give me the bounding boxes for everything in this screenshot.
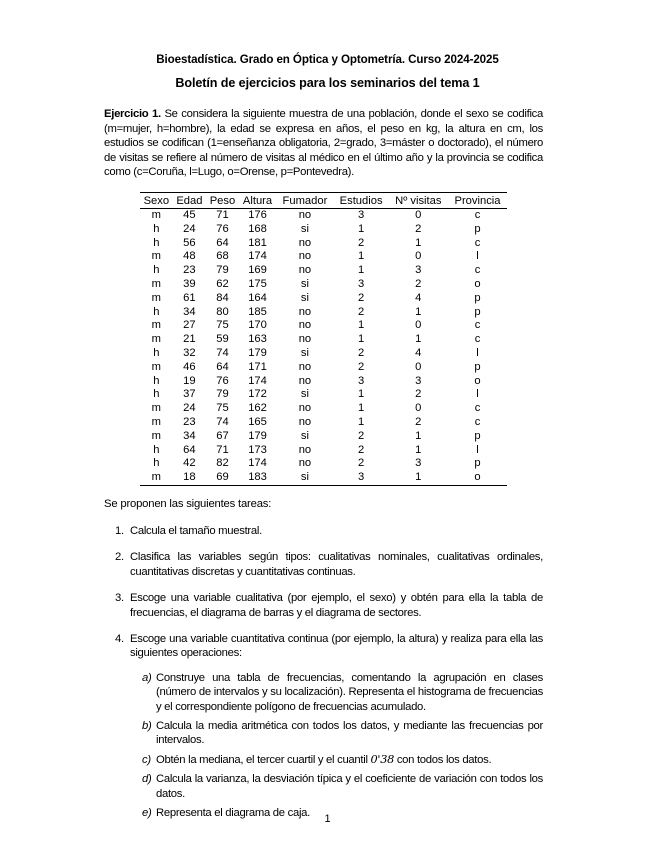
table-cell: 171 — [248, 360, 267, 373]
quantile-value: 0'38 — [370, 752, 394, 766]
table-cell: no — [298, 360, 312, 373]
subtask-text: Representa el diagrama de caja. — [156, 807, 310, 820]
table-cell: 1 — [415, 236, 422, 249]
table-row — [140, 388, 507, 402]
table-cell: l — [476, 250, 479, 263]
table-cell: c — [474, 264, 481, 277]
table-cell: 79 — [216, 264, 229, 277]
table-cell: m — [151, 277, 161, 290]
table-cell: 67 — [216, 429, 229, 442]
table-row — [140, 457, 507, 471]
table-cell: 1 — [415, 429, 422, 442]
subtask-item — [130, 772, 543, 801]
table-cell: 2 — [357, 429, 365, 442]
table-cell: 172 — [248, 388, 267, 401]
subtask-item — [130, 671, 543, 714]
table-cell: 64 — [216, 360, 229, 373]
table-cell: m — [151, 471, 161, 484]
table-cell: 75 — [216, 402, 229, 415]
table-cell: si — [300, 429, 309, 442]
column-header: Edad — [173, 193, 206, 209]
table-row — [140, 471, 507, 485]
task-list — [115, 524, 543, 833]
table-cell: 174 — [248, 250, 267, 263]
table-cell: no — [298, 374, 312, 387]
exercise-text: Se considera la siguiente muestra de una población, donde el sexo se codifica (m=mujer, h=hombre), la edad se expresa en años, el peso en kg, la altura en cm, los estudios se codifican (1=enseñanza obligatoria, 2=grado, 3=máster o doctorado), el número de visitas se refiere al número de visitas al médico en el último año y la provincia se codifica como (c=Coruña, l=Lugo, o=Orense, p=Pontevedra). — [104, 108, 543, 179]
table-cell: 162 — [248, 402, 267, 415]
table-cell: c — [474, 333, 481, 346]
course-title: Bioestadística. Grado en Óptica y Optometría. Curso 2024-2025 — [156, 53, 499, 66]
table-cell: no — [298, 402, 312, 415]
table-row — [140, 333, 507, 347]
table-cell: m — [151, 291, 161, 304]
table-cell: m — [151, 402, 161, 415]
table-row — [140, 223, 507, 237]
table-cell: 64 — [216, 236, 229, 249]
table-cell: 2 — [357, 443, 365, 456]
table-cell: 174 — [248, 374, 267, 387]
task-number: 3. — [115, 592, 124, 605]
subtask-item — [130, 753, 543, 767]
table-cell: 1 — [357, 264, 365, 277]
table-cell: 1 — [415, 333, 422, 346]
table-cell: m — [151, 333, 161, 346]
task-item — [115, 550, 543, 579]
table-cell: 2 — [415, 277, 422, 290]
table-cell: no — [298, 209, 312, 221]
table-cell: h — [153, 374, 160, 387]
table-row — [140, 264, 507, 278]
table-body — [140, 209, 507, 486]
table-cell: 1 — [357, 319, 365, 332]
table-cell: 39 — [183, 277, 196, 290]
table-cell: 3 — [415, 264, 422, 277]
table-cell: 23 — [183, 415, 196, 428]
table-cell: 1 — [357, 250, 365, 263]
subtask-text: Construye una tabla de frecuencias, comentando la agrupación en clases (número de intervalos y su localización). Representa el histograma de frecuencias y el correspondiente polígono de frecuencias acumulado. — [156, 671, 543, 713]
table-cell: si — [300, 291, 309, 304]
table-cell: 34 — [183, 305, 196, 318]
column-header: Fumador — [276, 193, 333, 209]
column-header: Peso — [206, 193, 239, 209]
subtask-list — [130, 671, 543, 821]
subtask-label: b) — [142, 720, 152, 733]
table-cell: 183 — [248, 471, 267, 484]
table-cell: 18 — [183, 471, 196, 484]
table-cell: 71 — [216, 443, 229, 456]
table-row — [140, 319, 507, 333]
table-row — [140, 292, 507, 306]
task-text: Calcula el tamaño muestral. — [130, 525, 262, 537]
subtask-item — [130, 719, 543, 748]
table-cell: 173 — [248, 443, 267, 456]
table-cell: 59 — [216, 333, 229, 346]
table-cell: 21 — [183, 333, 196, 346]
table-cell: 37 — [183, 388, 196, 401]
table-cell: 4 — [415, 346, 422, 359]
table-cell: 75 — [216, 319, 229, 332]
table-row — [140, 402, 507, 416]
column-header: Estudios — [334, 193, 389, 209]
table-cell: no — [298, 415, 312, 428]
table-cell: 46 — [183, 360, 196, 373]
table-cell: 69 — [216, 471, 229, 484]
table-cell: 34 — [183, 429, 196, 442]
table-cell: 76 — [216, 374, 229, 387]
table-cell: 169 — [248, 264, 267, 277]
table-cell: 164 — [248, 291, 267, 304]
table-row — [140, 250, 507, 264]
table-cell: h — [153, 222, 160, 235]
table-cell: 74 — [216, 415, 229, 428]
subtask-label: d) — [142, 773, 152, 786]
table-cell: no — [298, 457, 312, 470]
table-cell: 2 — [415, 415, 422, 428]
table-cell: 2 — [357, 457, 365, 470]
subtask-label: c) — [142, 753, 151, 766]
subtask-text: Calcula la media aritmética con todos los datos, y mediante las frecuencias por intervalos. — [156, 720, 543, 747]
exercise-label: Ejercicio 1. — [104, 108, 161, 120]
table-cell: no — [298, 236, 312, 249]
table-cell: m — [151, 319, 161, 332]
table-cell: 165 — [248, 415, 267, 428]
table-cell: 1 — [357, 333, 365, 346]
table-row — [140, 430, 507, 444]
table-row — [140, 361, 507, 375]
table-cell: 3 — [357, 374, 365, 387]
table-cell: 80 — [216, 305, 229, 318]
table-cell: no — [298, 305, 312, 318]
table-cell: p — [474, 291, 481, 304]
table-row — [140, 416, 507, 430]
table-cell: h — [153, 236, 160, 249]
table-cell: h — [153, 388, 160, 401]
table-cell: 1 — [357, 402, 365, 415]
task-text: Escoge una variable cualitativa (por ejemplo, el sexo) y obtén para ella la tabla de frecuencias, el diagrama de barras y el diagrama de sectores. — [130, 592, 543, 619]
table-cell: 68 — [216, 250, 229, 263]
table-cell: 1 — [415, 305, 422, 318]
table-cell: m — [151, 250, 161, 263]
table-cell: 61 — [183, 291, 196, 304]
table-header-row — [140, 193, 507, 209]
table-cell: 62 — [216, 277, 229, 290]
table-row — [140, 278, 507, 292]
table-cell: h — [153, 457, 160, 470]
task-text: Escoge una variable cuantitativa continua (por ejemplo, la altura) y realiza para ella las siguientes operaciones: — [130, 633, 543, 660]
sample-data-table — [140, 192, 507, 486]
table-cell: h — [153, 305, 160, 318]
table-cell: 0 — [415, 402, 422, 415]
column-header: Altura — [239, 193, 276, 209]
table-cell: 79 — [216, 388, 229, 401]
table-cell: 170 — [248, 319, 267, 332]
table-cell: l — [476, 388, 479, 401]
table-row — [140, 444, 507, 458]
table-cell: 48 — [183, 250, 196, 263]
table-cell: 174 — [248, 457, 267, 470]
task-item — [115, 524, 543, 538]
table-cell: 2 — [415, 222, 422, 235]
table-cell: 24 — [183, 222, 196, 235]
table-cell: p — [474, 429, 481, 442]
subtask-text-before: Obtén la mediana, el tercer cuartil y el cuantil — [156, 753, 368, 766]
table-cell: m — [151, 209, 161, 221]
table-cell: 1 — [357, 415, 365, 428]
task-number: 1. — [115, 525, 124, 537]
table-cell: h — [153, 443, 160, 456]
table-cell: p — [474, 222, 481, 235]
table-cell: 23 — [183, 264, 196, 277]
table-cell: 32 — [183, 346, 196, 359]
table-cell: no — [298, 250, 312, 263]
table-cell: 2 — [357, 360, 365, 373]
table-cell: 168 — [248, 222, 267, 235]
table-cell: no — [298, 319, 312, 332]
table-cell: 82 — [216, 457, 229, 470]
table-cell: 42 — [183, 457, 196, 470]
table-cell: si — [300, 471, 309, 484]
column-header: Nº visitas — [389, 193, 448, 209]
table-cell: h — [153, 346, 160, 359]
table-cell: 1 — [415, 443, 422, 456]
table-cell: 2 — [415, 388, 422, 401]
table-cell: o — [474, 277, 481, 290]
exercise-statement — [104, 107, 543, 180]
table-row — [140, 375, 507, 389]
table-cell: no — [298, 443, 312, 456]
table-cell: 56 — [183, 236, 196, 249]
subtask-text-after: con todos los datos. — [396, 753, 492, 766]
table-cell: c — [474, 319, 481, 332]
bulletin-title: Boletín de ejercicios para los seminarios del tema 1 — [175, 76, 480, 90]
table-cell: 3 — [357, 471, 365, 484]
table-cell: 0 — [415, 209, 422, 221]
subtask-label: e) — [142, 807, 152, 820]
table-cell: 27 — [183, 319, 196, 332]
table-cell: 0 — [415, 319, 422, 332]
table-cell: 163 — [248, 333, 267, 346]
table-cell: m — [151, 429, 161, 442]
table-cell: 74 — [216, 346, 229, 359]
table-cell: 3 — [357, 277, 365, 290]
table-cell: no — [298, 333, 312, 346]
table-cell: 0 — [415, 250, 422, 263]
table-cell: o — [474, 471, 481, 484]
subtask-text: Calcula la varianza, la desviación típica y el coeficiente de variación con todos los datos. — [156, 773, 543, 800]
task-text: Clasifica las variables según tipos: cualitativas nominales, cualitativas ordinales, cuantitativas discretas y cuantitativas continuas. — [130, 551, 543, 578]
table-row — [140, 347, 507, 361]
table-cell: 181 — [248, 236, 267, 249]
table-row — [140, 209, 507, 223]
table-cell: si — [300, 346, 309, 359]
table-cell: h — [153, 264, 160, 277]
table-cell: si — [300, 388, 309, 401]
table-cell: 64 — [183, 443, 196, 456]
task-item — [115, 632, 543, 820]
table-cell: 4 — [415, 291, 422, 304]
task-number: 4. — [115, 633, 124, 646]
table-cell: c — [474, 415, 481, 428]
table-cell: 2 — [357, 236, 365, 249]
table-cell: 179 — [248, 346, 267, 359]
table-cell: p — [474, 360, 481, 373]
task-number: 2. — [115, 551, 124, 564]
task-item — [115, 591, 543, 620]
table-cell: 45 — [183, 209, 196, 221]
table-cell: 175 — [248, 277, 267, 290]
table-cell: 1 — [415, 471, 422, 484]
table-cell: 2 — [357, 291, 365, 304]
table-cell: 3 — [357, 209, 365, 221]
table-cell: 24 — [183, 402, 196, 415]
table-cell: 2 — [357, 305, 365, 318]
table-cell: p — [474, 305, 481, 318]
table-cell: 19 — [183, 374, 196, 387]
tasks-intro: Se proponen las siguientes tareas: — [104, 498, 272, 510]
table-cell: 2 — [357, 346, 365, 359]
table-row — [140, 306, 507, 320]
table-cell: 176 — [248, 209, 267, 221]
column-header: Provincia — [448, 193, 507, 209]
page-number: 1 — [324, 813, 331, 825]
table-cell: 1 — [357, 222, 365, 235]
table-cell: m — [151, 360, 161, 373]
column-header: Sexo — [140, 193, 173, 209]
table-cell: l — [476, 443, 479, 456]
subtask-label: a) — [142, 671, 152, 684]
table-cell: 179 — [248, 429, 267, 442]
table-cell: c — [474, 402, 481, 415]
table-cell: c — [474, 236, 481, 249]
table-cell: 0 — [415, 360, 422, 373]
table-cell: p — [474, 457, 481, 470]
table-cell: si — [300, 222, 309, 235]
table-cell: 76 — [216, 222, 229, 235]
table-cell: 84 — [216, 291, 229, 304]
table-cell: o — [474, 374, 481, 387]
table-cell: 3 — [415, 457, 422, 470]
table-cell: l — [476, 346, 479, 359]
table-cell: 3 — [415, 374, 422, 387]
table-cell: no — [298, 264, 312, 277]
table-row — [140, 237, 507, 251]
table-cell: 185 — [248, 305, 267, 318]
table-cell: m — [151, 415, 161, 428]
table-cell: 1 — [357, 388, 365, 401]
table-cell: 71 — [216, 209, 229, 221]
table-cell: si — [300, 277, 309, 290]
table-cell: c — [474, 209, 481, 221]
